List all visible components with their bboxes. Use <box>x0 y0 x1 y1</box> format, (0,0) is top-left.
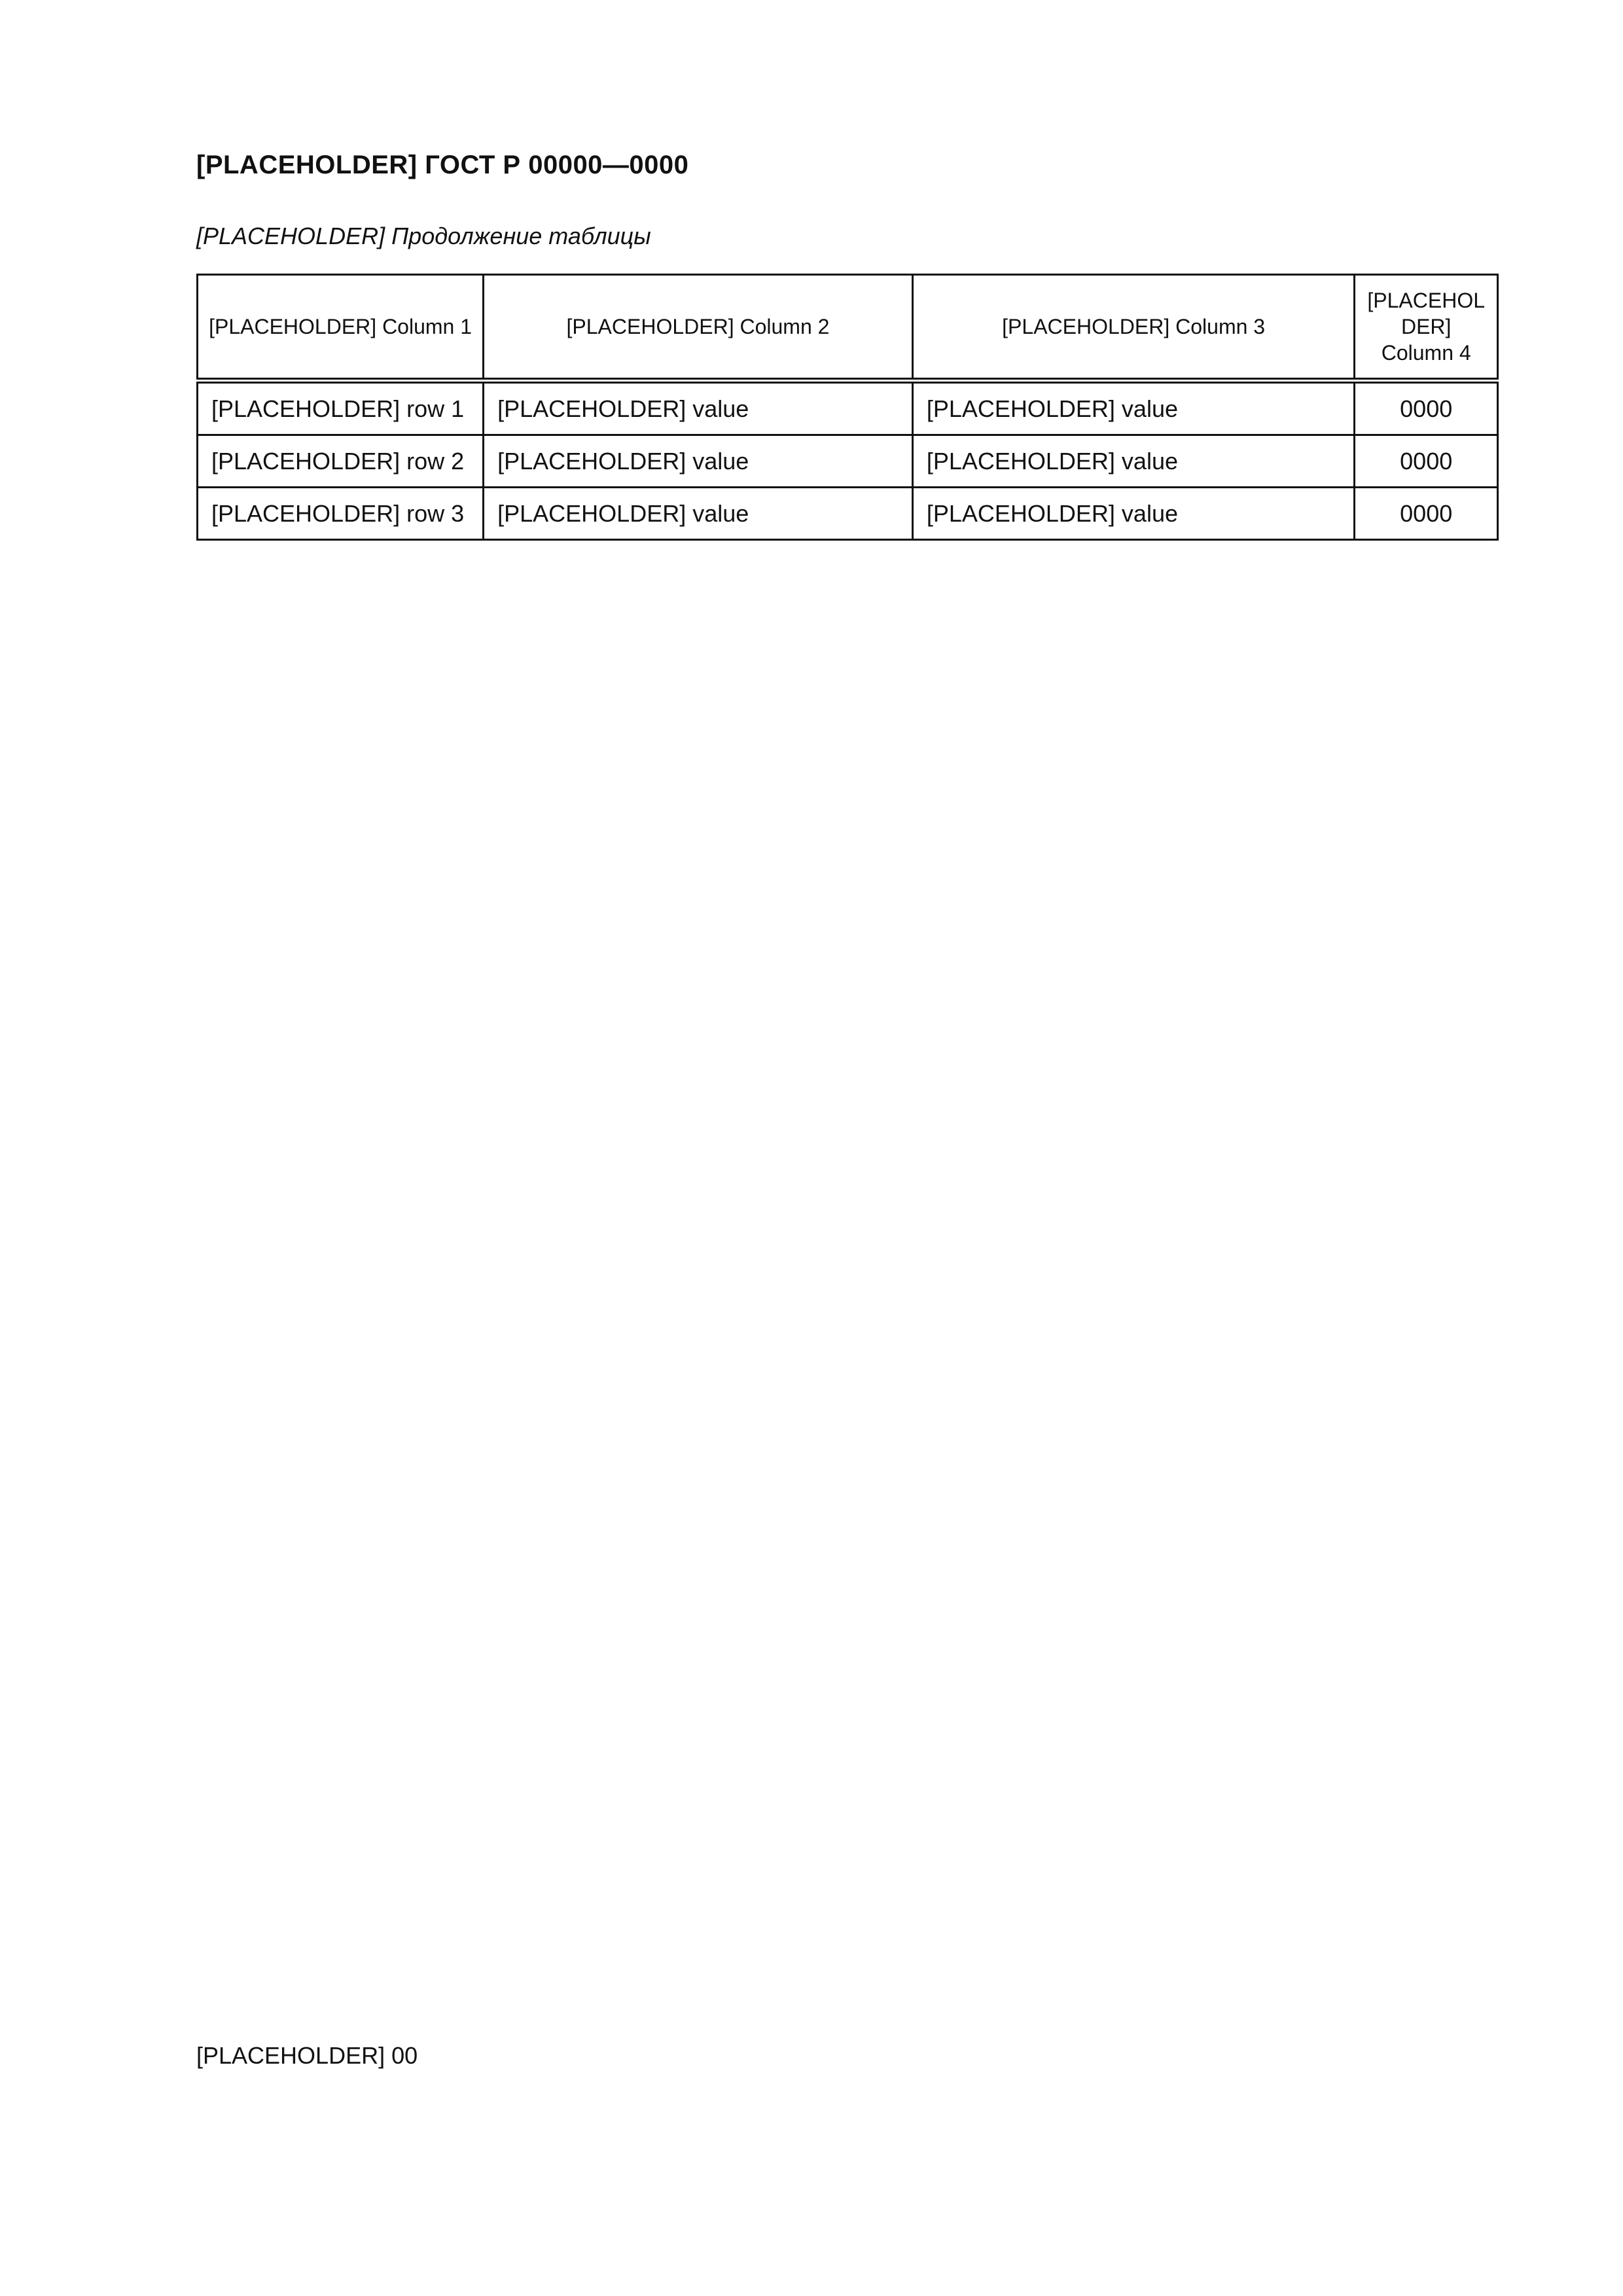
document-header: [PLACEHOLDER] ГОСТ Р 00000—0000 <box>196 151 689 179</box>
page-number: [PLACEHOLDER] 00 <box>196 2042 418 2069</box>
table-row <box>198 488 1498 540</box>
cell-derived: [PLACEHOLDER] value <box>912 488 1355 540</box>
cell-code: 0000 <box>1355 488 1498 540</box>
data-table <box>196 274 1499 541</box>
cell-name: [PLACEHOLDER] row 2 <box>198 435 484 488</box>
cell-derived: [PLACEHOLDER] value <box>912 435 1355 488</box>
cell-ref: [PLACEHOLDER] value <box>484 435 913 488</box>
cell-name: [PLACEHOLDER] row 3 <box>198 488 484 540</box>
table-header-row <box>198 275 1498 381</box>
table-body <box>198 381 1498 540</box>
cell-derived: [PLACEHOLDER] value <box>912 381 1355 435</box>
cell-code: 0000 <box>1355 381 1498 435</box>
column-header-1: [PLACEHOLDER] Column 1 <box>198 275 484 381</box>
column-header-4: [PLACEHOLDER] Column 4 <box>1355 275 1498 381</box>
column-header-2: [PLACEHOLDER] Column 2 <box>484 275 913 381</box>
table-header <box>198 275 1498 381</box>
column-header-3: [PLACEHOLDER] Column 3 <box>912 275 1355 381</box>
table-row <box>198 435 1498 488</box>
cell-ref: [PLACEHOLDER] value <box>484 488 913 540</box>
cell-ref: [PLACEHOLDER] value <box>484 381 913 435</box>
table-row <box>198 381 1498 435</box>
cell-name: [PLACEHOLDER] row 1 <box>198 381 484 435</box>
cell-code: 0000 <box>1355 435 1498 488</box>
table-caption: [PLACEHOLDER] Продолжение таблицы <box>196 223 651 249</box>
